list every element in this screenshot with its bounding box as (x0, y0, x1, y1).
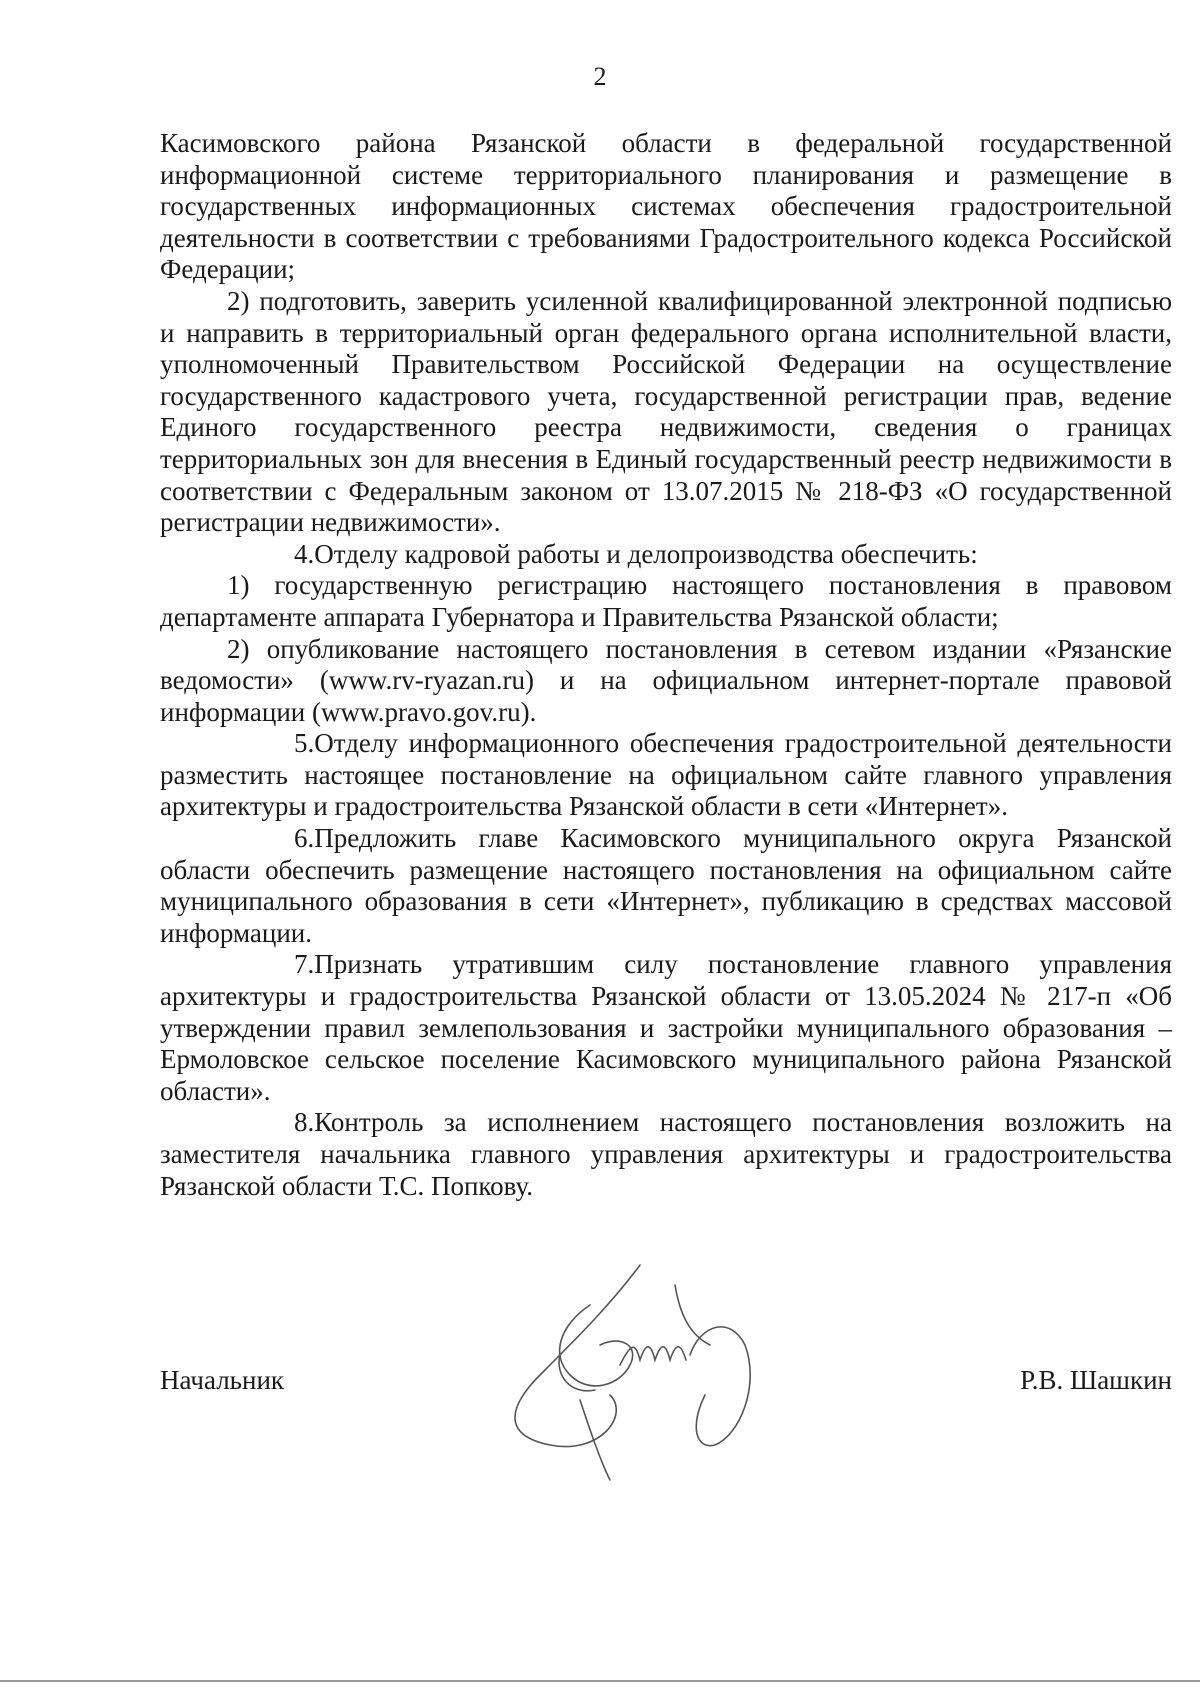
page-number: 2 (593, 62, 607, 91)
item-text: Контроль за исполнением настоящего постановления возложить на заместителя начальника главного управления архитектуры и градостроительства Рязанской области Т.С. Попкову. (160, 1107, 1172, 1201)
paragraph-item-4-2: 2) опубликование настоящего постановления в сетевом издании «Рязанские ведомости» (www.rv-ryazan.ru) и на официальном интернет-портале правовой информации (www.pravo.gov.ru). (160, 633, 1172, 727)
signatory-name: Р.В. Шашкин (1020, 1365, 1172, 1395)
paragraph-item-6 (160, 823, 1172, 949)
paragraph-item-8 (160, 1107, 1172, 1202)
paragraph-item-5 (160, 728, 1172, 823)
item-number: 5. (294, 728, 315, 759)
item-number: 7. (294, 949, 315, 980)
paragraph-item-4 (160, 539, 1172, 571)
item-text: Предложить главе Касимовского муниципального округа Рязанской области обеспечить размещение настоящего постановления на официальном сайте муниципального образования в сети «Интернет», публикацию в средствах массовой информации. (160, 823, 1172, 948)
item-text: Отделу кадровой работы и делопроизводства обеспечить: (314, 538, 978, 569)
paragraph-item-3-2: 2) подготовить, заверить усиленной квалифицированной электронной подписью и направить в территориальный орган федерального органа исполнительной власти, уполномоченный Правительством Российской Федерации на осуществление государственного кадастрового учета, государственной регистрации прав, ведение Единого государственного реестра недвижимости, сведения о границах территориальных зон для внесения в Единый государственный реестр недвижимости в соответствии с Федеральным законом от 13.07.2015 № 218-ФЗ «О государственной регистрации недвижимости». (160, 285, 1172, 538)
page-bottom-border (0, 1680, 1200, 1682)
item-text: Признать утратившим силу постановление главного управления архитектуры и градостроительства Рязанской области от 13.05.2024 № 217-п «Об утверждении правил землепользования и застройки муниципального образования – Ермоловское сельское поселение Касимовского муниципального района Рязанской области». (160, 949, 1172, 1106)
paragraph-continuation: Касимовского района Рязанской области в федеральной государственной информационной системе территориального планирования и размещение в государственных информационных системах обеспечения градостроительной деятельности в соответствии с требованиями Градостроительного кодекса Российской Федерации; (160, 128, 1172, 285)
paragraph-item-7 (160, 949, 1172, 1107)
handwritten-signature (460, 1245, 790, 1485)
item-number: 4. (294, 538, 315, 569)
item-text: Отделу информационного обеспечения градостроительной деятельности разместить настоящее постановление на официальном сайте главного управления архитектуры и градостроительства Рязанской области в сети «Интернет». (160, 728, 1172, 822)
item-number: 8. (294, 1107, 315, 1138)
paragraph-item-4-1: 1) государственную регистрацию настоящего постановления в правовом департаменте аппарата Губернатора и Правительства Рязанской области; (160, 570, 1172, 632)
signature-block (160, 1365, 1172, 1505)
document-body (160, 128, 1172, 1202)
item-number: 6. (294, 823, 315, 854)
signatory-title: Начальник (160, 1365, 285, 1395)
